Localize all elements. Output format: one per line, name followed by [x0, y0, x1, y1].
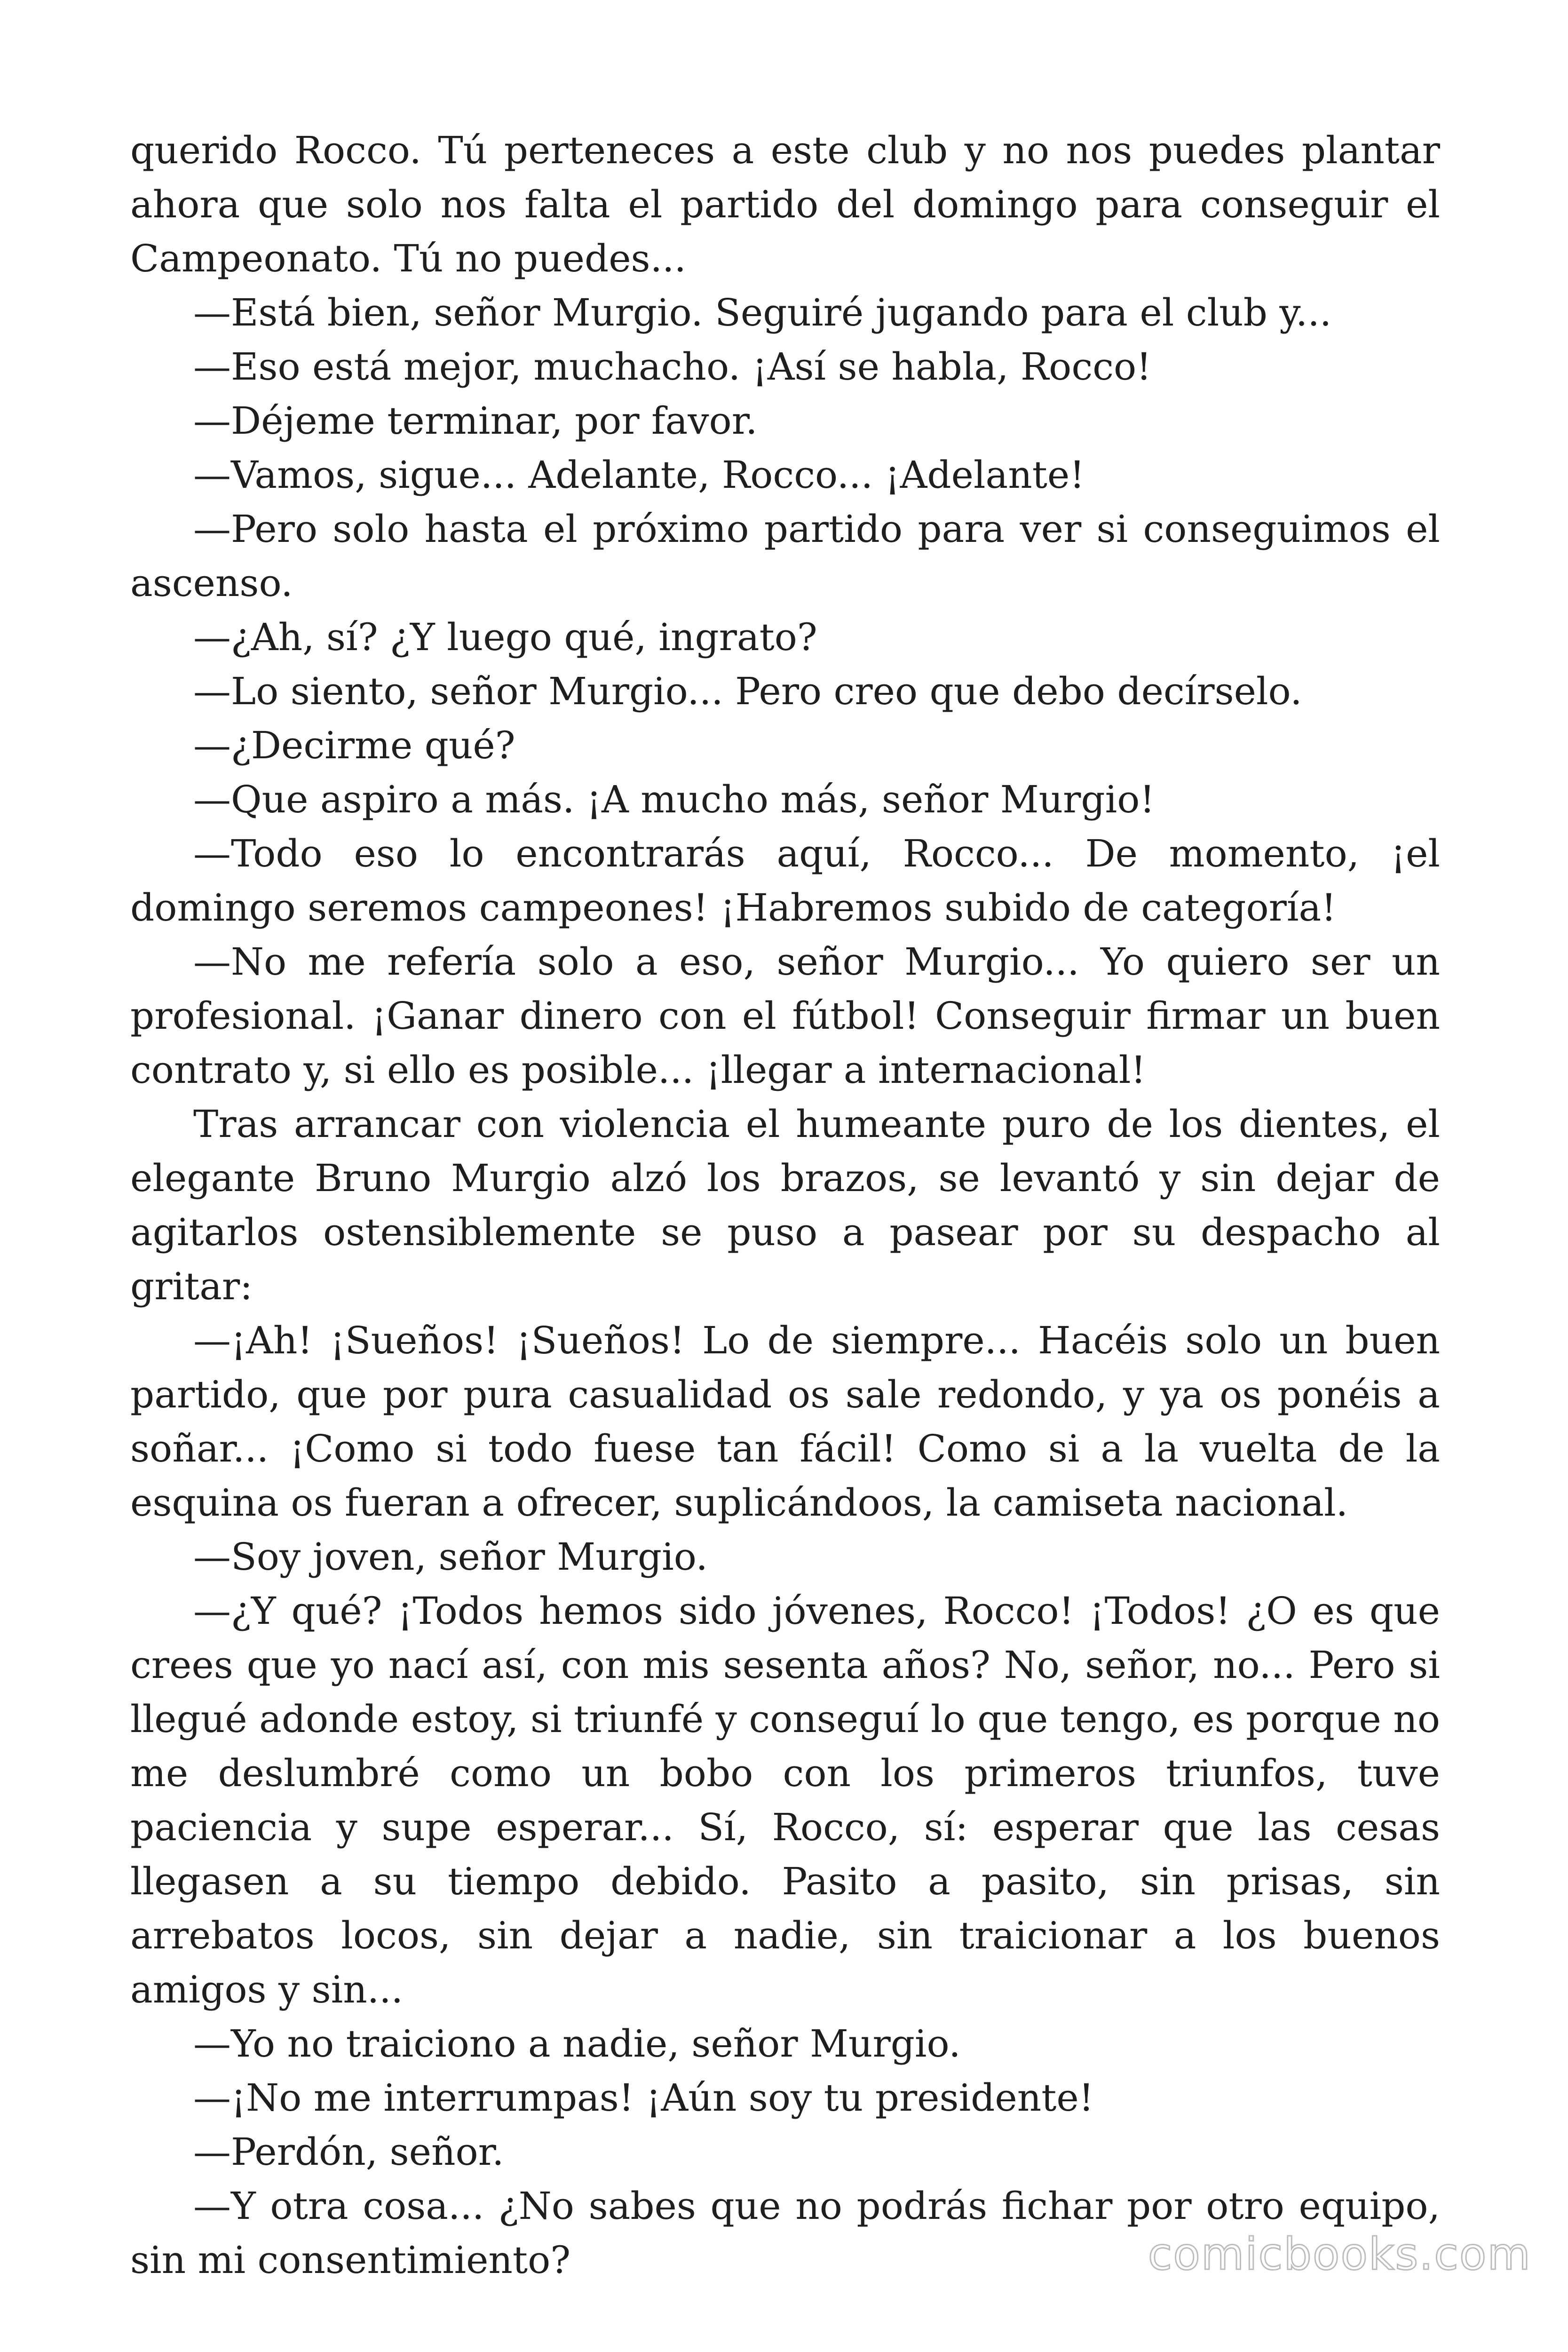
paragraph: —No me refería solo a eso, señor Murgio... Yo quiero ser un profesional. ¡Ganar dinero con el fútbol! Conseguir firmar un buen contrato y, si ello es posible... ¡llegar a internacional!	[130, 940, 1440, 1092]
paragraph: —Que aspiro a más. ¡A mucho más, señor Murgio!	[193, 778, 1155, 821]
paragraph: —Vamos, sigue... Adelante, Rocco... ¡Adelante!	[193, 453, 1085, 497]
book-page-text	[130, 123, 1440, 2287]
paragraph: —¿Decirme qué?	[193, 723, 515, 767]
paragraph: querido Rocco. Tú perteneces a este club y no nos puedes plantar ahora que solo nos falta el partido del domingo para conseguir el Campeonato. Tú no puedes...	[130, 128, 1440, 280]
paragraph: Tras arrancar con violencia el humeante puro de los dientes, el elegante Bruno Murgio alzó los brazos, se levantó y sin dejar de agitarlos ostensiblemente se puso a pasear por su despacho al gritar:	[130, 1102, 1440, 1308]
paragraph: —¡No me interrumpas! ¡Aún soy tu presidente!	[193, 2076, 1094, 2120]
paragraph: —Soy joven, señor Murgio.	[193, 1535, 708, 1579]
paragraph: —¿Y qué? ¡Todos hemos sido jóvenes, Rocco! ¡Todos! ¿O es que crees que yo nací así, con mis sesenta años? No, señor, no... Pero si llegué adonde estoy, si triunfé y conseguí lo que tengo, es porque no me deslumbré como un bobo con los primeros triunfos, tuve paciencia y supe esperar... Sí, Rocco, sí: esperar que las cesas llegasen a su tiempo debido. Pasito a pasito, sin prisas, sin arrebatos locos, sin dejar a nadie, sin traicionar a los buenos amigos y sin...	[130, 1589, 1440, 2011]
paragraph: —Yo no traiciono a nadie, señor Murgio.	[193, 2022, 961, 2066]
paragraph: —Todo eso lo encontrarás aquí, Rocco... De momento, ¡el domingo seremos campeones! ¡Habremos subido de categoría!	[130, 832, 1440, 930]
paragraph: —¡Ah! ¡Sueños! ¡Sueños! Lo de siempre... Hacéis solo un buen partido, que por pura casualidad os sale redondo, y ya os ponéis a soñar... ¡Como si todo fuese tan fácil! Como si a la vuelta de la esquina os fueran a ofrecer, suplicándoos, la camiseta nacional.	[130, 1319, 1440, 1525]
paragraph: —Lo siento, señor Murgio... Pero creo que debo decírselo.	[193, 669, 1302, 713]
paragraph: —Y otra cosa... ¿No sabes que no podrás fichar por otro equipo, sin mi consentimiento?	[130, 2184, 1440, 2282]
paragraph: —Perdón, señor.	[193, 2130, 504, 2174]
paragraph: —¿Ah, sí? ¿Y luego qué, ingrato?	[193, 615, 817, 659]
watermark-text: comicbooks.com	[1148, 2229, 1531, 2280]
paragraph: —Déjeme terminar, por favor.	[193, 399, 758, 443]
paragraph: —Está bien, señor Murgio. Seguiré jugando para el club y...	[193, 291, 1332, 334]
paragraph: —Pero solo hasta el próximo partido para ver si conseguimos el ascenso.	[130, 507, 1440, 605]
paragraph: —Eso está mejor, muchacho. ¡Así se habla, Rocco!	[193, 345, 1152, 389]
